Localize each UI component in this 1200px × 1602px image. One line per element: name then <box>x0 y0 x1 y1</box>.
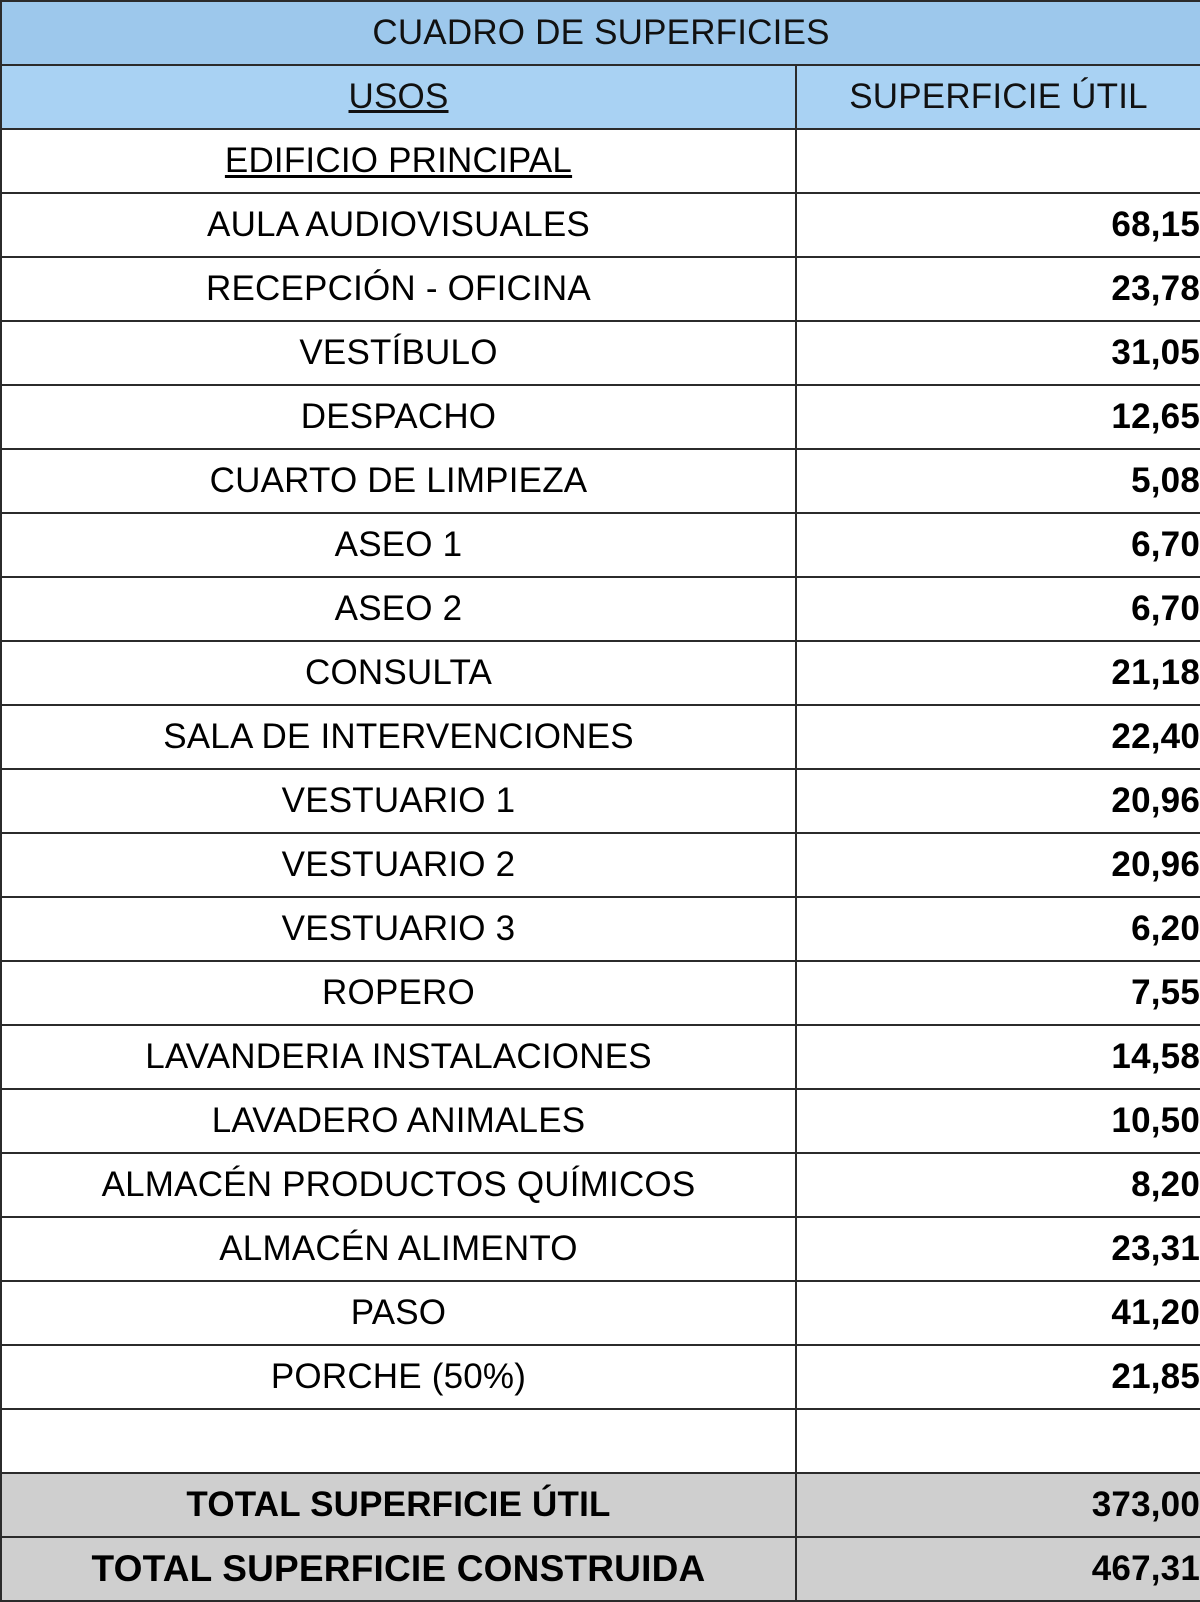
row-use-label: LAVADERO ANIMALES <box>1 1089 796 1153</box>
table-row <box>1 193 1200 257</box>
row-use-label: VESTÍBULO <box>1 321 796 385</box>
row-use-label: ROPERO <box>1 961 796 1025</box>
section-heading-area <box>796 129 1200 193</box>
row-use-label: VESTUARIO 2 <box>1 833 796 897</box>
table-row <box>1 705 1200 769</box>
table-row <box>1 321 1200 385</box>
table-row <box>1 961 1200 1025</box>
column-header-uses-label: USOS <box>348 77 449 116</box>
row-area-value: 10,50 <box>796 1089 1200 1153</box>
table-row <box>1 449 1200 513</box>
table-row <box>1 1153 1200 1217</box>
table-row <box>1 1345 1200 1409</box>
row-area-value: 20,96 <box>796 769 1200 833</box>
row-area-value: 6,20 <box>796 897 1200 961</box>
table-total-row <box>1 1473 1200 1537</box>
row-use-label: PORCHE (50%) <box>1 1345 796 1409</box>
table-row <box>1 577 1200 641</box>
table-row <box>1 833 1200 897</box>
row-area-value: 7,55 <box>796 961 1200 1025</box>
row-use-label: ALMACÉN ALIMENTO <box>1 1217 796 1281</box>
row-area-value: 68,15 <box>796 193 1200 257</box>
row-use-label: VESTUARIO 3 <box>1 897 796 961</box>
table-row <box>1 1217 1200 1281</box>
row-use-label: PASO <box>1 1281 796 1345</box>
table-row <box>1 1089 1200 1153</box>
table-body <box>1 1 1200 1601</box>
table-row <box>1 1281 1200 1345</box>
row-use-label: ASEO 1 <box>1 513 796 577</box>
blank-use-cell <box>1 1409 796 1473</box>
table-row <box>1 641 1200 705</box>
total-value-useful: 373,00 <box>796 1473 1200 1537</box>
row-area-value: 21,85 <box>796 1345 1200 1409</box>
table-title-row <box>1 1 1200 65</box>
row-area-value: 8,20 <box>796 1153 1200 1217</box>
table-blank-row <box>1 1409 1200 1473</box>
column-header-uses <box>1 65 796 129</box>
section-heading-label: EDIFICIO PRINCIPAL <box>224 141 573 180</box>
page-title: CUADRO DE SUPERFICIES <box>1 1 1200 65</box>
total-value-built: 467,31 <box>796 1537 1200 1601</box>
row-area-value: 14,58 <box>796 1025 1200 1089</box>
row-area-value: 20,96 <box>796 833 1200 897</box>
table-row <box>1 897 1200 961</box>
row-area-value: 31,05 <box>796 321 1200 385</box>
row-area-value: 41,20 <box>796 1281 1200 1345</box>
row-area-value: 22,40 <box>796 705 1200 769</box>
blank-area-cell <box>796 1409 1200 1473</box>
row-use-label: RECEPCIÓN - OFICINA <box>1 257 796 321</box>
row-area-value: 21,18 <box>796 641 1200 705</box>
column-header-area: SUPERFICIE ÚTIL <box>796 65 1200 129</box>
row-use-label: ALMACÉN PRODUCTOS QUÍMICOS <box>1 1153 796 1217</box>
row-area-value: 12,65 <box>796 385 1200 449</box>
table-row <box>1 1025 1200 1089</box>
row-use-label: VESTUARIO 1 <box>1 769 796 833</box>
table-section-row <box>1 129 1200 193</box>
table-total-row <box>1 1537 1200 1601</box>
row-use-label: CUARTO DE LIMPIEZA <box>1 449 796 513</box>
row-use-label: DESPACHO <box>1 385 796 449</box>
row-area-value: 23,31 <box>796 1217 1200 1281</box>
row-use-label: AULA AUDIOVISUALES <box>1 193 796 257</box>
section-heading <box>1 129 796 193</box>
table-row <box>1 257 1200 321</box>
table-header-row <box>1 65 1200 129</box>
total-label-built: TOTAL SUPERFICIE CONSTRUIDA <box>1 1537 796 1601</box>
table-row <box>1 385 1200 449</box>
row-area-value: 23,78 <box>796 257 1200 321</box>
row-use-label: ASEO 2 <box>1 577 796 641</box>
row-use-label: LAVANDERIA INSTALACIONES <box>1 1025 796 1089</box>
row-area-value: 5,08 <box>796 449 1200 513</box>
row-area-value: 6,70 <box>796 513 1200 577</box>
total-label-useful: TOTAL SUPERFICIE ÚTIL <box>1 1473 796 1537</box>
table-row <box>1 513 1200 577</box>
row-use-label: CONSULTA <box>1 641 796 705</box>
row-use-label: SALA DE INTERVENCIONES <box>1 705 796 769</box>
table-row <box>1 769 1200 833</box>
row-area-value: 6,70 <box>796 577 1200 641</box>
